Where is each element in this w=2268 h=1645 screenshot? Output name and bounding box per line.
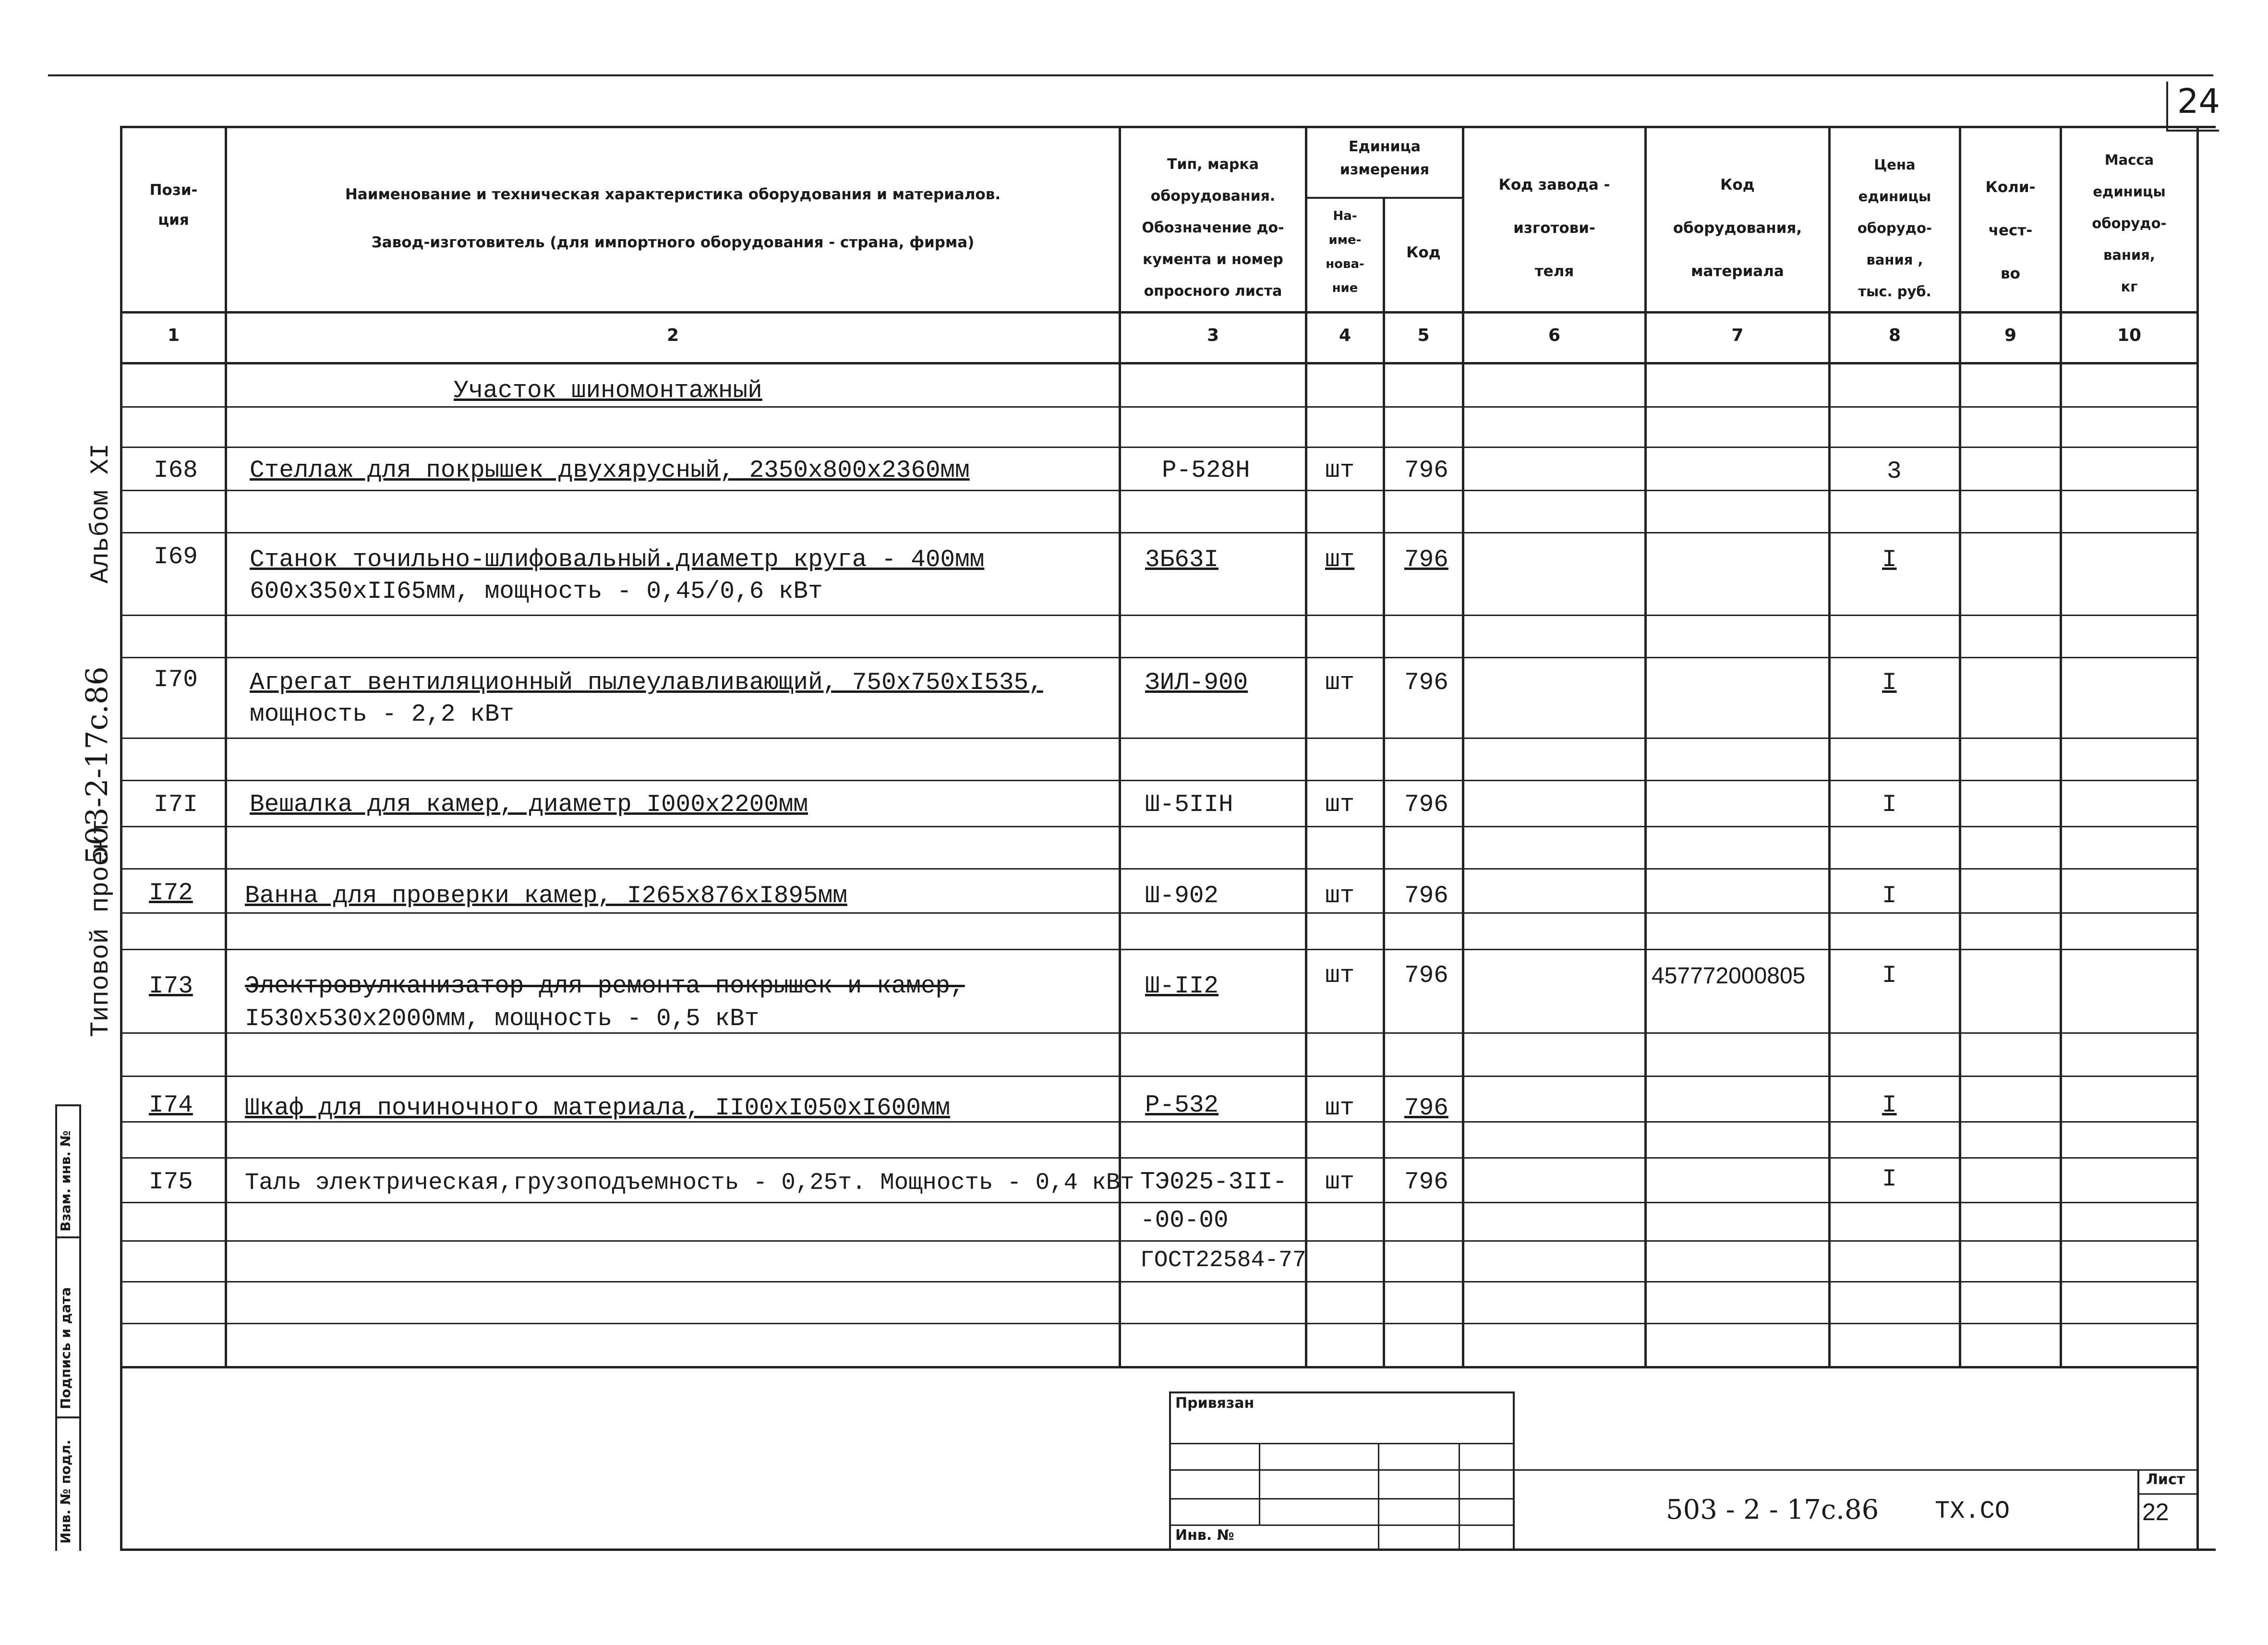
row-name: Шкаф для починочного материала, II00хI050хI600мм — [245, 1095, 951, 1122]
row-type: Ш-902 — [1145, 883, 1219, 910]
inv-no-label: Инв. № подл. — [58, 1439, 73, 1544]
header-name: Наименование и техническая характеристика оборудования и материалов. Завод-изготовитель (для импортного оборудования - страна, фирма) — [345, 186, 1001, 251]
col-number: 4 — [1339, 326, 1351, 345]
row-unit: шт — [1325, 457, 1355, 484]
document-code: 503 - 2 - 17с.86 — [1666, 1494, 1879, 1525]
row-type: -00-00 — [1140, 1207, 1229, 1234]
row-type: Ш-II2 — [1145, 973, 1219, 1000]
row-unit: шт — [1325, 883, 1355, 910]
row-type: Ш-5IIН — [1145, 791, 1233, 819]
row-price: I — [1882, 1092, 1897, 1119]
row-type: ЗИЛ-900 — [1145, 669, 1248, 697]
header-type: Тип, марка оборудования. Обозначение до- кумента и номер опросного листа — [1142, 156, 1284, 300]
row-unit-code: 796 — [1404, 791, 1448, 819]
row-position: I73 — [149, 973, 193, 1000]
section-title: Участок шиномонтажный — [454, 377, 762, 405]
row-price: I — [1882, 962, 1897, 990]
row-position: I70 — [154, 666, 198, 694]
row-position: I75 — [149, 1169, 193, 1196]
document-mark: ТХ.СО — [1935, 1497, 2010, 1525]
row-price: 3 — [1887, 458, 1902, 485]
row-unit: шт — [1325, 669, 1355, 697]
privyazan-label: Привязан — [1175, 1395, 1255, 1412]
row-name: Ванна для проверки камер, I265х876хI895мм — [245, 883, 847, 910]
signature-date-label: Подпись и дата — [58, 1287, 73, 1409]
row-position: I72 — [149, 880, 193, 907]
header-equipment-code: Код оборудования, материала — [1673, 176, 1802, 280]
row-name: Вешалка для камер, диаметр I000х2200мм — [250, 791, 808, 819]
row-price: I — [1882, 1166, 1897, 1193]
header-unit-code: Код — [1406, 244, 1441, 261]
project-title-label: Типовой проект — [86, 819, 116, 1037]
row-price: I — [1882, 546, 1897, 574]
header-unit-name: На- име- нова- ние — [1326, 209, 1364, 295]
row-unit-code: 796 — [1404, 1169, 1448, 1196]
col-number: 2 — [666, 326, 679, 345]
row-unit-code: 796 — [1404, 1095, 1448, 1122]
header-manufacturer-code: Код завода - изготови- теля — [1498, 176, 1610, 280]
row-type: ГОСТ22584-77 — [1140, 1247, 1306, 1273]
row-price: I — [1882, 883, 1897, 910]
col-number: 3 — [1206, 326, 1219, 345]
row-type: ТЭ025-3II- — [1140, 1169, 1288, 1196]
row-name: I530х530х2000мм, мощность - 0,5 кВт — [245, 1005, 760, 1033]
row-position: I7I — [154, 791, 198, 819]
row-unit: шт — [1325, 1169, 1355, 1196]
row-position: I68 — [154, 457, 198, 484]
col-number: 1 — [167, 326, 180, 345]
col-number: 8 — [1888, 326, 1901, 345]
row-unit-code: 796 — [1404, 457, 1448, 484]
header-mass: Масса единицы оборудо- вания, кг — [2092, 152, 2167, 295]
row-unit: шт — [1325, 962, 1355, 990]
page-number: 24 — [2177, 82, 2220, 121]
header-quantity: Коли- чест- во — [1985, 179, 2036, 282]
row-type: Р-532 — [1145, 1092, 1219, 1119]
project-code-label: 503-2-17с.86 — [79, 666, 114, 864]
row-unit: шт — [1325, 791, 1355, 819]
row-name: Электровулканизатор для ремонта покрышек и камер, — [245, 973, 965, 1000]
row-equipment-code: 457772000805 — [1652, 963, 1806, 989]
row-unit-code: 796 — [1404, 669, 1448, 697]
row-name: Агрегат вентиляционный пылеулавливающий, 750х750хI535, — [250, 669, 1043, 697]
header-price: Цена единицы оборудо- вания , тыс. руб. — [1857, 157, 1932, 300]
header-unit-group: Единица измерения — [1339, 138, 1430, 178]
row-name: Стеллаж для покрышек двухярусный, 2350х800х2360мм — [250, 457, 970, 484]
col-number: 10 — [2117, 326, 2142, 345]
row-unit-code: 796 — [1404, 546, 1448, 574]
col-number: 5 — [1417, 326, 1430, 345]
stamp-inv-label: Инв. № — [1175, 1527, 1234, 1544]
row-position: I69 — [154, 544, 198, 571]
col-number: 9 — [2004, 326, 2017, 345]
row-type: Р-528Н — [1162, 457, 1250, 484]
row-name: 600х350хII65мм, мощность - 0,45/0,6 кВт — [250, 578, 823, 605]
row-name: Таль электрическая,грузоподъемность - 0,25т. Мощность - 0,4 кВт — [245, 1169, 1134, 1196]
row-name: мощность - 2,2 кВт — [250, 701, 514, 728]
album-label: Альбом XI — [86, 443, 116, 583]
row-name: Станок точильно-шлифовальный.диаметр круга - 400мм — [250, 546, 985, 574]
row-unit-code: 796 — [1404, 962, 1448, 990]
row-price: I — [1882, 791, 1897, 819]
row-unit-code: 796 — [1404, 883, 1448, 910]
replace-inv-label: Взам. инв. № — [58, 1130, 73, 1232]
row-type: 3Б63I — [1145, 546, 1219, 574]
sheet-number: 22 — [2142, 1499, 2169, 1525]
row-unit: шт — [1325, 1095, 1355, 1122]
col-number: 7 — [1731, 326, 1744, 345]
row-position: I74 — [149, 1092, 193, 1119]
sheet-label: Лист — [2146, 1471, 2185, 1488]
col-number: 6 — [1548, 326, 1561, 345]
row-price: I — [1882, 669, 1897, 697]
row-unit: шт — [1325, 546, 1355, 574]
header-position: Пози- ция — [149, 181, 198, 229]
